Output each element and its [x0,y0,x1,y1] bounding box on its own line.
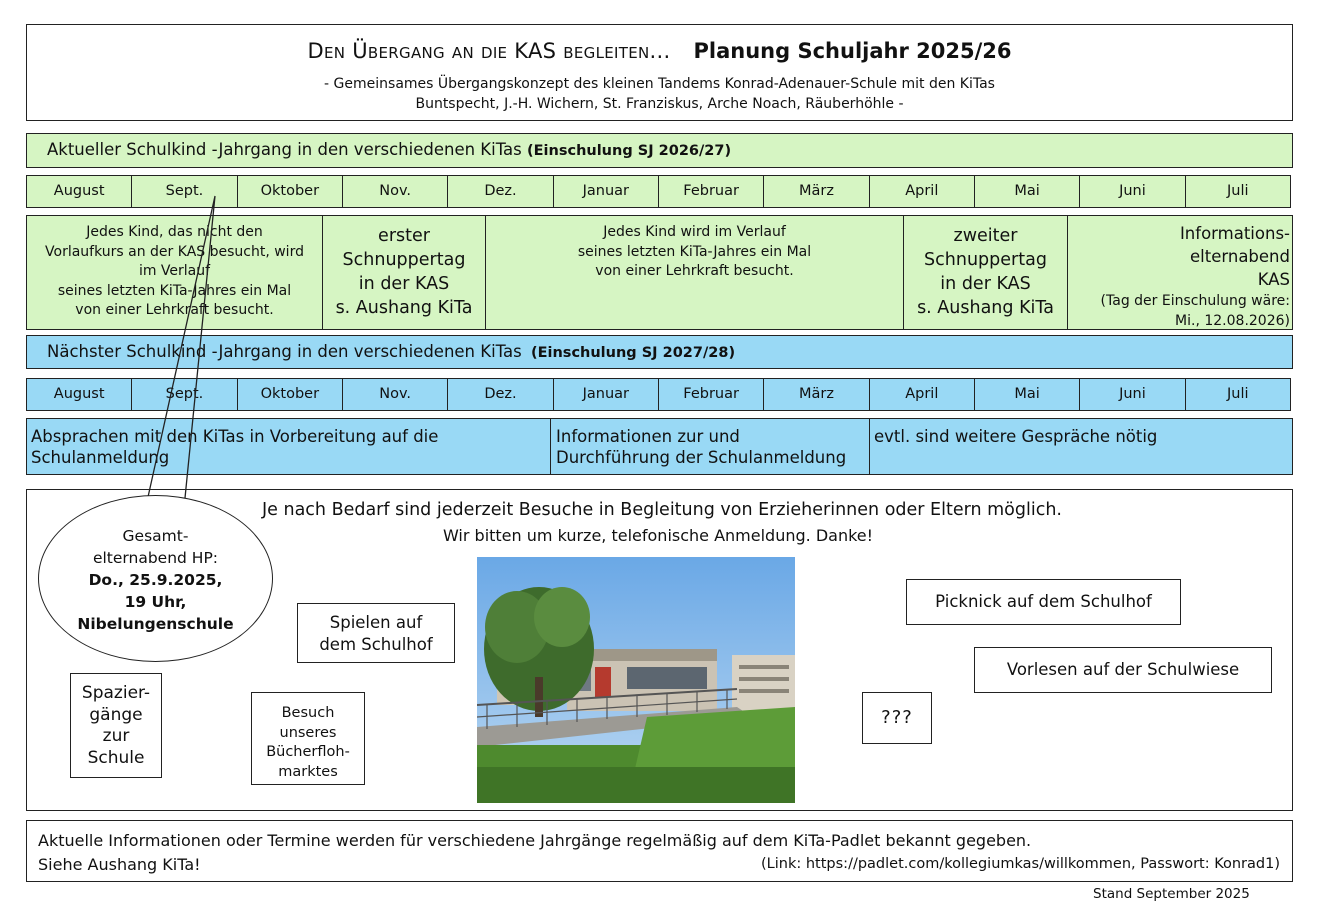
walks-box [70,673,162,778]
teacher-visit-line: Jedes Kind wird im Verlauf [603,224,786,240]
flea-market-box [251,692,365,785]
next-year-enrollment: (Einschulung SJ 2027/28) [530,345,736,361]
enrollment-date-note: Mi., 12.08.2026) [1175,313,1290,329]
visits-line-2: Wir bitten um kurze, telefonische Anmeldung. Danke! [442,526,874,545]
month-cell: August [27,379,132,410]
flea-market-line: unseres [279,724,337,741]
enrollment-date-note: (Tag der Einschulung wäre: [1100,293,1290,309]
picnic-box [906,579,1181,625]
footer-line-1: Aktuelle Informationen oder Termine werden für verschiedene Jahrgänge regelmäßig auf dem KiTa-Padlet bekannt gegeben. [38,831,1032,850]
month-cell: Juli [1227,386,1249,402]
month-cell: Januar [554,176,659,207]
month-cell: Dez. [448,379,553,410]
footer-line-2: Siehe Aushang KiTa! [38,855,201,874]
registration-line: Durchführung der Schulanmeldung [556,448,847,467]
school-photo [477,557,795,803]
month-cell: Mai [975,176,1080,207]
page-title: Den Übergang an die KAS begleiten... [307,39,671,63]
plan-title: Planung Schuljahr 2025/26 [693,39,1012,63]
kita-visit-line: Vorlaufkurs an der KAS besucht, wird [45,243,304,260]
parents-evening-bubble [38,495,273,662]
month-cell: Februar [659,176,764,207]
teacher-visit-line: seines letzten KiTa-Jahres ein Mal [577,243,812,260]
current-year-enrollment: (Einschulung SJ 2026/27) [527,143,732,159]
play-schoolyard-line: dem Schulhof [319,635,433,654]
kita-visit-line: von einer Lehrkraft besucht. [75,302,274,318]
kita-visit-line: seines letzten KiTa-Jahres ein Mal [57,282,292,299]
month-cell: Nov. [343,379,448,410]
current-year-title: Aktueller Schulkind -Jahrgang in den verschiedenen KiTas [47,140,522,159]
subtitle-line-2: Buntspecht, J.-H. Wichern, St. Franziskus, Arche Noach, Räuberhöhle - [415,96,904,112]
flea-market-line: Bücherfloh- [266,744,350,760]
kita-visit-line: Jedes Kind, das nicht den [86,224,263,240]
month-cell: Juni [1080,176,1185,207]
month-cell: Februar [659,379,764,410]
month-cell: Juni [1080,379,1185,410]
first-trial-day-line: s. Aushang KiTa [335,298,473,318]
month-cell: Nov. [343,176,448,207]
info-evening-line: Informations- [1179,224,1290,243]
month-cell: März [764,379,869,410]
first-trial-day-line: in der KAS [358,274,450,294]
registration-line: Informationen zur und [556,427,740,446]
bubble-time: 19 Uhr, [124,593,187,611]
agreements-line: Schulanmeldung [31,448,170,467]
month-cell: Sept. [132,379,237,410]
second-trial-day-line: in der KAS [940,274,1031,294]
bubble-date: Do., 25.9.2025, [88,571,223,589]
further-talks-text: evtl. sind weitere Gespräche nötig [874,427,1158,446]
info-evening-line: KAS [1257,270,1290,289]
play-schoolyard-box [297,603,455,663]
reading-box [974,647,1272,693]
second-trial-day-line: zweiter [953,226,1018,246]
more-ideas-box [862,692,932,744]
bubble-line: Gesamt- [122,527,189,545]
bubble-line: elternabend HP: [92,549,219,567]
subtitle-line-1: - Gemeinsames Übergangskonzept des kleinen Tandems Konrad-Adenauer-Schule mit den KiTas [324,76,995,92]
second-trial-day-line: s. Aushang KiTa [917,298,1054,318]
walks-line: Schule [87,747,145,768]
month-cell: Juli [1227,183,1249,199]
status-date: Stand September 2025 [1093,886,1250,902]
walks-line: zur [102,726,130,746]
month-cell: August [27,176,132,207]
next-year-title: Nächster Schulkind -Jahrgang in den verschiedenen KiTas [47,342,522,361]
walks-line: gänge [89,704,143,725]
bubble-location: Nibelungenschule [77,615,234,633]
month-cell: April [870,379,975,410]
month-cell: Januar [554,379,659,410]
second-trial-day-line: Schnuppertag [924,250,1047,270]
month-cell: April [870,176,975,207]
play-schoolyard-line: Spielen auf [329,613,423,632]
footer-box [26,820,1293,882]
month-cell: Oktober [238,176,343,207]
agreements-line: Absprachen mit den KiTas in Vorbereitung auf die [31,427,439,446]
walks-line: Spazier- [81,683,151,703]
month-cell: Mai [975,379,1080,410]
padlet-link[interactable]: (Link: https://padlet.com/kollegiumkas/willkommen, Passwort: Konrad1) [761,856,1280,872]
first-trial-day-line: Schnuppertag [342,250,466,270]
visits-line-1: Je nach Bedarf sind jederzeit Besuche in Begleitung von Erzieherinnen oder Eltern möglich. [261,500,1062,520]
month-cell: Dez. [448,176,553,207]
more-ideas-text: ??? [881,707,913,728]
school-photo-illustration [477,557,795,803]
first-trial-day-line: erster [378,226,430,246]
month-cell: Oktober [238,379,343,410]
month-cell: März [764,176,869,207]
picnic-text: Picknick auf dem Schulhof [935,592,1152,611]
teacher-visit-line: von einer Lehrkraft besucht. [595,263,794,279]
info-evening-line: elternabend [1190,247,1290,266]
month-cell: Sept. [132,176,237,207]
flea-market-line: Besuch [281,705,335,721]
flea-market-line: marktes [278,763,338,780]
kita-visit-line: im Verlauf [138,263,211,279]
reading-text: Vorlesen auf der Schulwiese [1006,660,1240,679]
